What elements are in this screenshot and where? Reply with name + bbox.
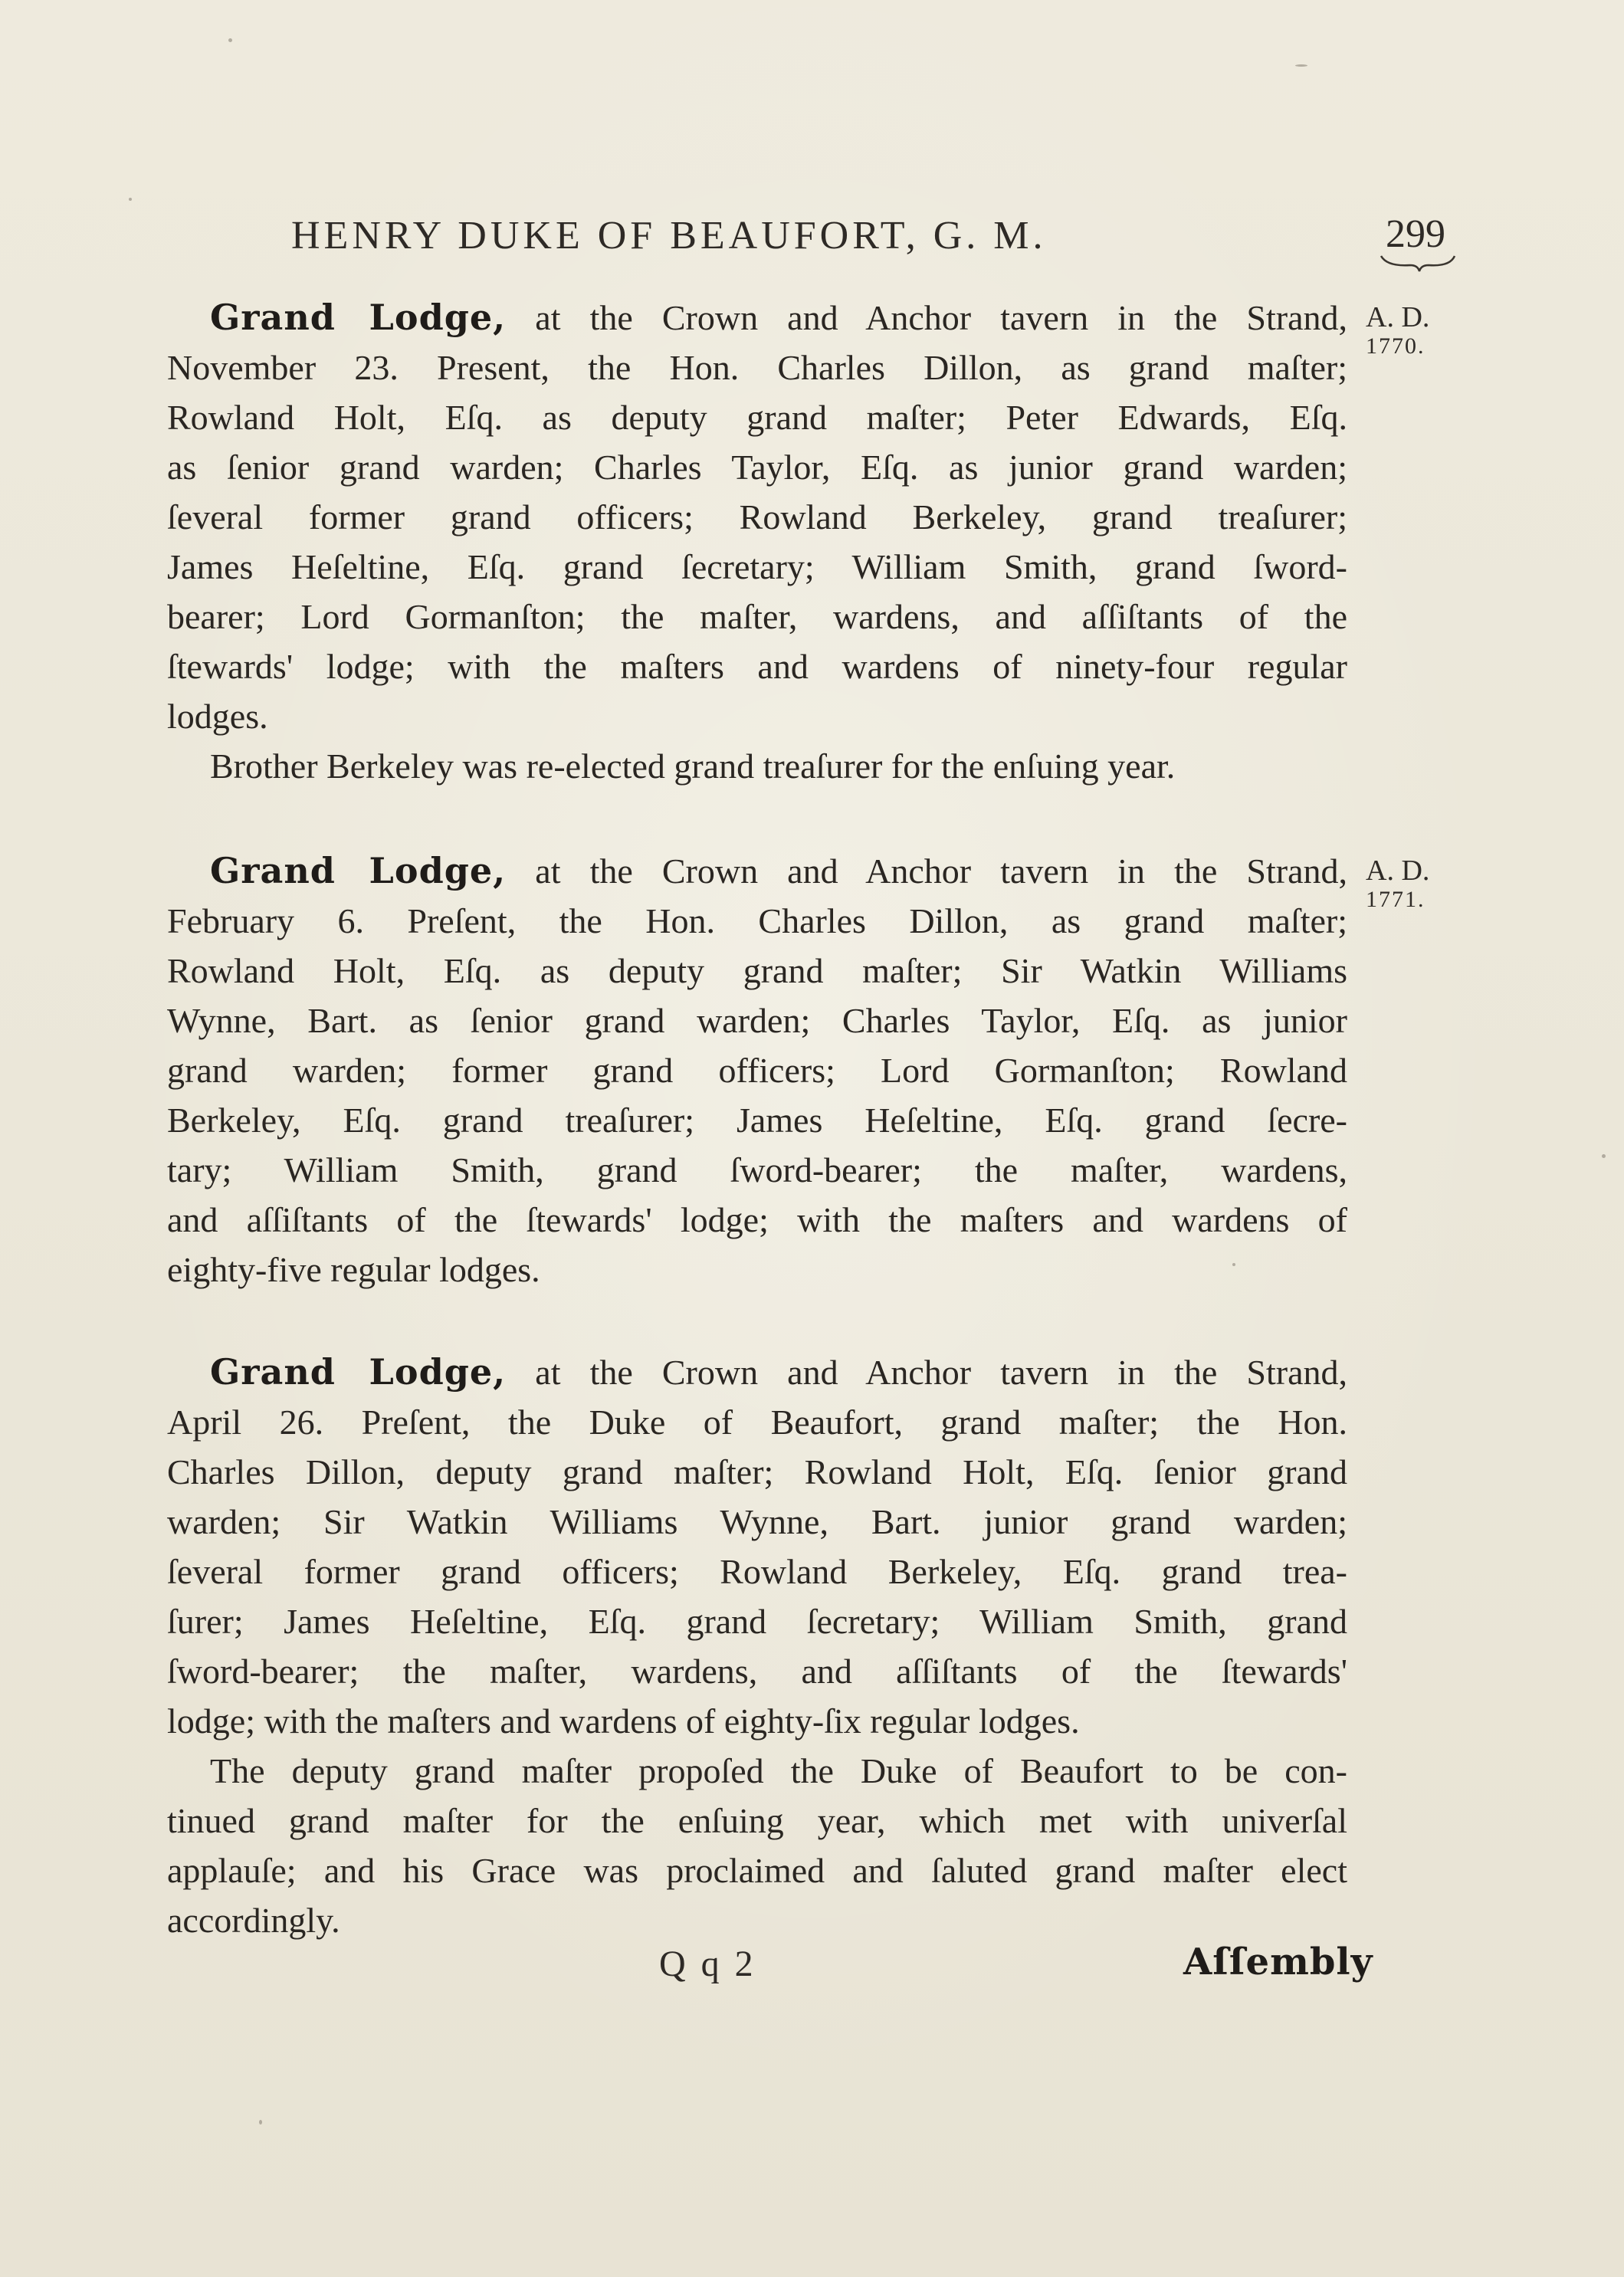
- text-line: November 23. Present, the Hon. Charles Dillon, as grand maſter;: [167, 348, 1347, 387]
- paragraph: [167, 293, 1347, 741]
- text-line: The deputy grand maſter propoſed the Duke of Beaufort to be con-: [210, 1751, 1347, 1790]
- text-line: warden; Sir Watkin Williams Wynne, Bart. junior grand warden;: [167, 1502, 1347, 1541]
- text-line: Charles Dillon, deputy grand maſter; Rowland Holt, Eſq. ſenior grand: [167, 1452, 1347, 1491]
- paragraph: [167, 741, 1347, 791]
- text-line: ſtewards' lodge; with the maſters and wardens of ninety-four regular: [167, 647, 1347, 686]
- text-line: James Heſeltine, Eſq. grand ſecretary; William Smith, grand ſword-: [167, 547, 1347, 586]
- text-line: accordingly.: [167, 1901, 340, 1940]
- text-line: lodges.: [167, 697, 268, 736]
- paper-speck: [259, 2120, 262, 2124]
- text-line: Grand Lodge, at the Crown and Anchor tavern in the Strand,: [210, 850, 1347, 891]
- text-line: applauſe; and his Grace was proclaimed and ſaluted grand maſter elect: [167, 1851, 1347, 1890]
- paragraph: [167, 846, 1347, 1294]
- text-line: Grand Lodge, at the Crown and Anchor tavern in the Strand,: [210, 1351, 1347, 1393]
- text-line: eighty-five regular lodges.: [167, 1250, 540, 1289]
- text-line: Rowland Holt, Eſq. as deputy grand maſter; Peter Edwards, Eſq.: [167, 398, 1347, 437]
- text-line: tinued grand maſter for the enſuing year, which met with univerſal: [167, 1801, 1347, 1840]
- text-line: ſword-bearer; the maſter, wardens, and aſſiſtants of the ſtewards': [167, 1652, 1347, 1691]
- margin-year: 1770.: [1366, 333, 1426, 359]
- text-line: as ſenior grand warden; Charles Taylor, Eſq. as junior grand warden;: [167, 448, 1347, 487]
- section-lead: Grand Lodge,: [210, 297, 507, 338]
- text-line: lodge; with the maſters and wardens of eighty-ſix regular lodges.: [167, 1701, 1080, 1741]
- text-line: Berkeley, Eſq. grand treaſurer; James Heſeltine, Eſq. grand ſecre-: [167, 1101, 1347, 1140]
- text-line: Wynne, Bart. as ſenior grand warden; Charles Taylor, Eſq. as junior: [167, 1001, 1347, 1040]
- margin-ad-label: A. D.: [1366, 301, 1430, 333]
- margin-date-1771: [1366, 854, 1429, 917]
- text-line: and aſſiſtants of the ſtewards' lodge; with the maſters and wardens of: [167, 1200, 1347, 1239]
- paper-speck: [1295, 64, 1307, 67]
- margin-year: 1771.: [1366, 887, 1426, 912]
- text-line: Grand Lodge, at the Crown and Anchor tavern in the Strand,: [210, 297, 1347, 338]
- catchword: Aſſembly: [1183, 1941, 1373, 1983]
- text-line: bearer; Lord Gormanſton; the maſter, wardens, and aſſiſtants of the: [167, 597, 1347, 636]
- paper-speck: [228, 38, 232, 42]
- margin-ad-label: A. D.: [1366, 855, 1430, 887]
- running-head: HENRY DUKE OF BEAUFORT, G. M.: [291, 214, 1047, 258]
- text-line: Brother Berkeley was re-elected grand treaſurer for the enſuing year.: [210, 746, 1176, 786]
- section-lead: Grand Lodge,: [210, 850, 507, 891]
- paper-speck: [1232, 1263, 1235, 1266]
- paragraph: [167, 1746, 1347, 1945]
- text-line: ſeveral former grand officers; Rowland Berkeley, Eſq. grand trea-: [167, 1552, 1347, 1591]
- entry-november-23: [167, 293, 1347, 791]
- text-line: ſeveral former grand officers; Rowland Berkeley, grand treaſurer;: [167, 497, 1347, 536]
- paper-speck: [1602, 1154, 1606, 1158]
- margin-date-1770: [1366, 300, 1429, 363]
- section-lead: Grand Lodge,: [210, 1351, 507, 1393]
- text-line: April 26. Preſent, the Duke of Beaufort, grand maſter; the Hon.: [167, 1403, 1347, 1442]
- page-number-brace: [1380, 253, 1456, 273]
- text-line: February 6. Preſent, the Hon. Charles Dillon, as grand maſter;: [167, 901, 1347, 940]
- entry-april-26: [167, 1347, 1347, 1945]
- text-line: ſurer; James Heſeltine, Eſq. grand ſecretary; William Smith, grand: [167, 1602, 1347, 1641]
- entry-february-6: [167, 846, 1347, 1294]
- paper-speck: [129, 198, 132, 201]
- signature-mark: Q q 2: [659, 1944, 756, 1984]
- page-number: 299: [1386, 212, 1445, 256]
- paragraph: [167, 1347, 1347, 1746]
- text-line: Rowland Holt, Eſq. as deputy grand maſter; Sir Watkin Williams: [167, 951, 1347, 990]
- text-line: tary; William Smith, grand ſword-bearer; the maſter, wardens,: [167, 1150, 1347, 1189]
- text-line: grand warden; former grand officers; Lord Gormanſton; Rowland: [167, 1051, 1347, 1090]
